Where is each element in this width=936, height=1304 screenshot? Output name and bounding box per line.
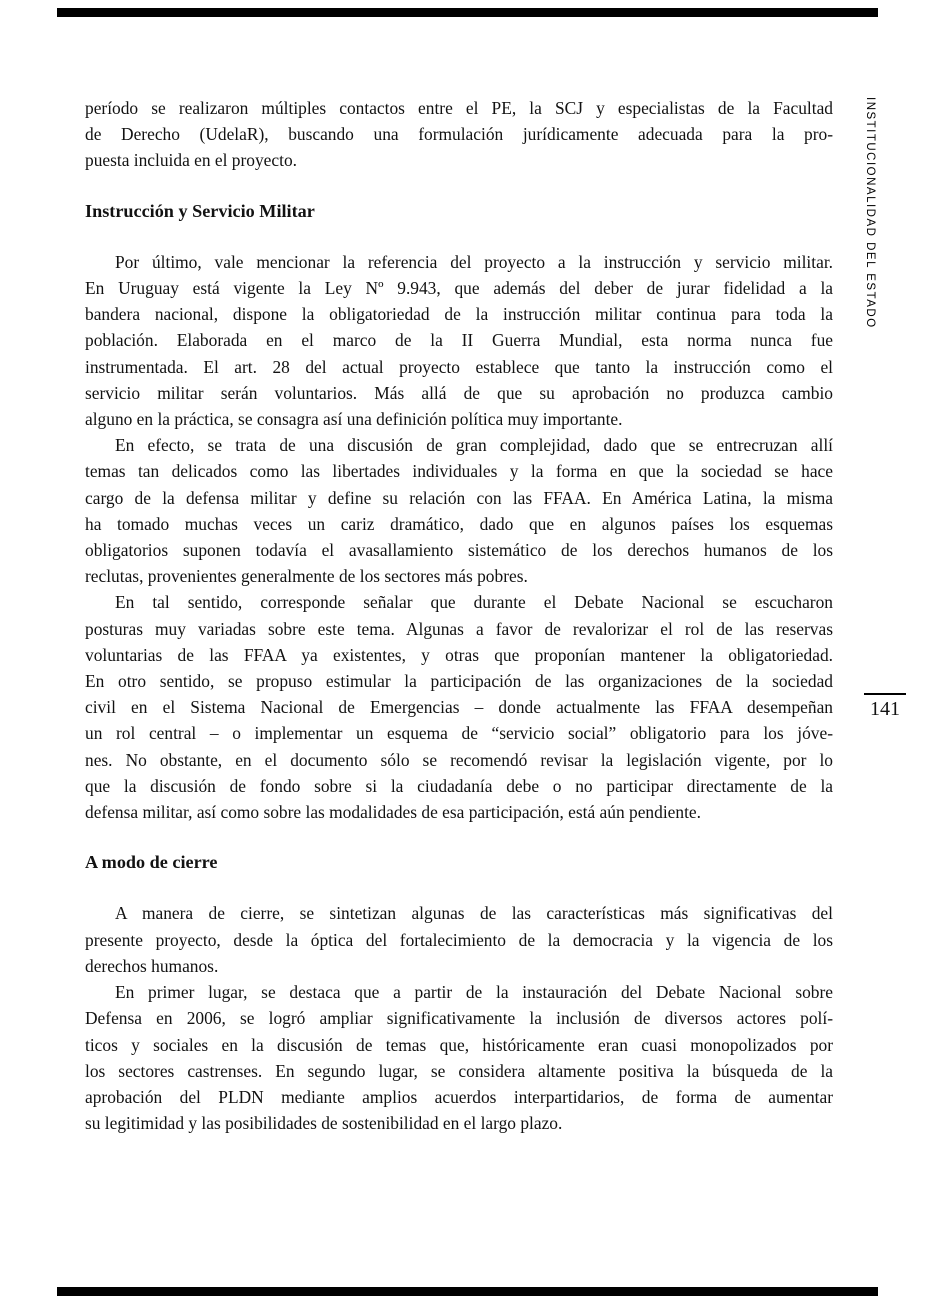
text-line: En otro sentido, se propuso estimular la participación de las organizaciones de la sociedad	[85, 671, 833, 692]
text-line: En efecto, se trata de una discusión de gran complejidad, dado que se entrecruzan allí	[115, 435, 833, 456]
text-line: voluntarias de las FFAA ya existentes, y otras que proponían mantener la obligatoriedad.	[85, 644, 833, 665]
paragraph	[85, 979, 833, 1136]
text-line: reclutas, provenientes generalmente de los sectores más pobres.	[85, 566, 528, 587]
section-heading: A modo de cierre	[85, 852, 218, 873]
paragraph	[85, 249, 833, 432]
text-line: bandera nacional, dispone la obligatoriedad de la instrucción militar continua para toda la	[85, 304, 833, 325]
text-line: población. Elaborada en el marco de la II Guerra Mundial, esta norma nunca fue	[85, 330, 833, 351]
page-number-rule	[864, 693, 906, 695]
text-line: un rol central – o implementar un esquema de “servicio social” obligatorio para los jóve-	[85, 723, 833, 744]
text-line: obligatorios suponen todavía el avasallamiento sistemático de los derechos humanos de los	[85, 540, 833, 561]
paragraph	[85, 589, 833, 825]
text-line: servicio militar serán voluntarios. Más allá de que su aprobación no produzca cambio	[85, 382, 833, 403]
text-line: civil en el Sistema Nacional de Emergencias – donde actualmente las FFAA desempeñan	[85, 697, 833, 718]
text-line: alguno en la práctica, se consagra así una definición política muy importante.	[85, 409, 623, 430]
text-line: derechos humanos.	[85, 955, 219, 976]
text-line: puesta incluida en el proyecto.	[85, 150, 297, 171]
text-line: que la discusión de fondo sobre si la ciudadanía debe o no participar directamente de la	[85, 775, 833, 796]
paragraph	[85, 95, 833, 174]
paragraph	[85, 900, 833, 979]
text-line: Defensa en 2006, se logró ampliar significativamente la inclusión de diversos actores polí-	[85, 1008, 833, 1029]
text-line: ticos y sociales en la discusión de temas que, históricamente eran cuasi monopolizados por	[85, 1034, 833, 1055]
text-line: nes. No obstante, en el documento sólo se recomendó revisar la legislación vigente, por lo	[85, 749, 833, 770]
text-line: de Derecho (UdelaR), buscando una formulación jurídicamente adecuada para la pro-	[85, 124, 833, 145]
text-line: temas tan delicados como las libertades individuales y la forma en que la sociedad se hace	[85, 461, 833, 482]
text-line: período se realizaron múltiples contactos entre el PE, la SCJ y especialistas de la Facultad	[85, 98, 833, 118]
text-line: A manera de cierre, se sintetizan algunas de las características más significativas del	[115, 903, 833, 924]
text-line: presente proyecto, desde la óptica del fortalecimiento de la democracia y la vigencia de los	[85, 929, 833, 950]
text-line: aprobación del PLDN mediante amplios acuerdos interpartidarios, de forma de aumentar	[85, 1086, 833, 1107]
text-line: Por último, vale mencionar la referencia del proyecto a la instrucción y servicio militar.	[115, 251, 833, 272]
text-line: cargo de la defensa militar y define su relación con las FFAA. En América Latina, la misma	[85, 487, 833, 508]
text-line: ha tomado muchas veces un cariz dramático, dado que en algunos países los esquemas	[85, 513, 833, 534]
text-line: instrumentada. El art. 28 del actual proyecto establece que tanto la instrucción como el	[85, 356, 833, 377]
text-line: defensa militar, así como sobre las modalidades de esa participación, está aún pendiente.	[85, 802, 701, 823]
text-line: En tal sentido, corresponde señalar que durante el Debate Nacional se escucharon	[115, 592, 833, 613]
chapter-margin-label: INSTITUCIONALIDAD DEL ESTADO	[864, 97, 876, 329]
page-number: 141	[870, 698, 900, 720]
scan-edge-bar-bottom	[57, 1287, 878, 1296]
text-line: los sectores castrenses. En segundo lugar, se considera altamente positiva la búsqueda de la	[85, 1060, 833, 1081]
page-number-block	[864, 693, 906, 720]
scan-edge-bar-top	[57, 8, 878, 17]
text-line: En primer lugar, se destaca que a partir de la instauración del Debate Nacional sobre	[115, 982, 833, 1003]
paragraph	[85, 432, 833, 589]
text-line: su legitimidad y las posibilidades de sostenibilidad en el largo plazo.	[85, 1113, 563, 1134]
page-body	[85, 95, 833, 1136]
text-line: En Uruguay está vigente la Ley Nº 9.943, que además del deber de jurar fidelidad a la	[85, 278, 833, 299]
section-heading: Instrucción y Servicio Militar	[85, 200, 315, 221]
text-line: posturas muy variadas sobre este tema. Algunas a favor de revalorizar el rol de las reservas	[85, 618, 833, 639]
